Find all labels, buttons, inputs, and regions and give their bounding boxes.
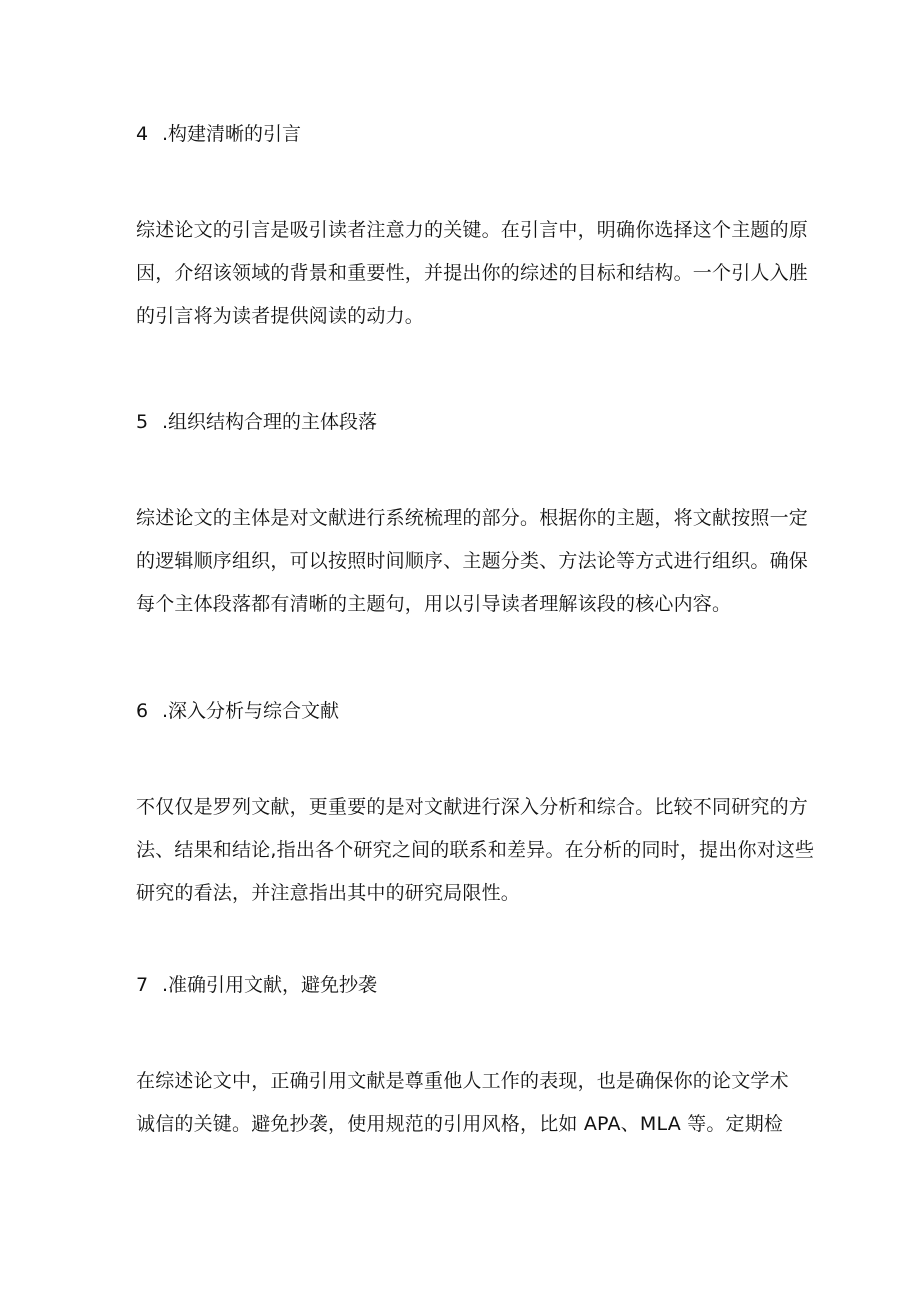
section-paragraph-6 [136,786,815,915]
paragraph-line: 法、结果和结论,指出各个研究之间的联系和差异。在分析的同时，提出你对这些 [136,839,815,861]
section-heading-7 [136,971,796,999]
section-paragraph-7 [136,1060,796,1146]
section-title: .构建清晰的引言 [162,123,302,145]
paragraph-line: 在综述论文中，正确引用文献是尊重他人工作的表现，也是确保你的论文学术 [136,1070,789,1092]
section-paragraph-4 [136,209,809,338]
paragraph-line: 的逻辑顺序组织，可以按照时间顺序、主题分类、方法论等方式进行组织。确保 [136,550,809,572]
paragraph-line: 研究的看法，并注意指出其中的研究局限性。 [136,882,521,904]
section-number: 6 [136,700,149,722]
section-title: .组织结构合理的主体段落 [162,411,378,433]
paragraph-line: 因，介绍该领域的背景和重要性，并提出你的综述的目标和结构。一个引人入胜 [136,262,809,284]
paragraph-line: 的引言将为读者提供阅读的动力。 [136,305,425,327]
section-number: 5 [136,411,149,433]
section-heading-6 [136,697,796,725]
section-title: .深入分析与综合文献 [162,700,340,722]
section-number: 7 [136,974,149,996]
paragraph-line: 综述论文的主体是对文献进行系统梳理的部分。根据你的主题，将文献按照一定 [136,507,809,529]
paragraph-line: 不仅仅是罗列文献，更重要的是对文献进行深入分析和综合。比较不同研究的方 [136,796,809,818]
section-paragraph-5 [136,497,809,626]
section-heading-4 [136,120,796,148]
section-heading-5 [136,408,796,436]
section-number: 4 [136,123,149,145]
paragraph-line: 综述论文的引言是吸引读者注意力的关键。在引言中，明确你选择这个主题的原 [136,219,809,241]
paragraph-line: 每个主体段落都有清晰的主题句，用以引导读者理解该段的核心内容。 [136,593,732,615]
section-title: .准确引用文献，避免抄袭 [162,974,378,996]
paragraph-line: 诚信的关键。避免抄袭，使用规范的引用风格，比如 APA、MLA 等。定期检 [136,1113,784,1135]
